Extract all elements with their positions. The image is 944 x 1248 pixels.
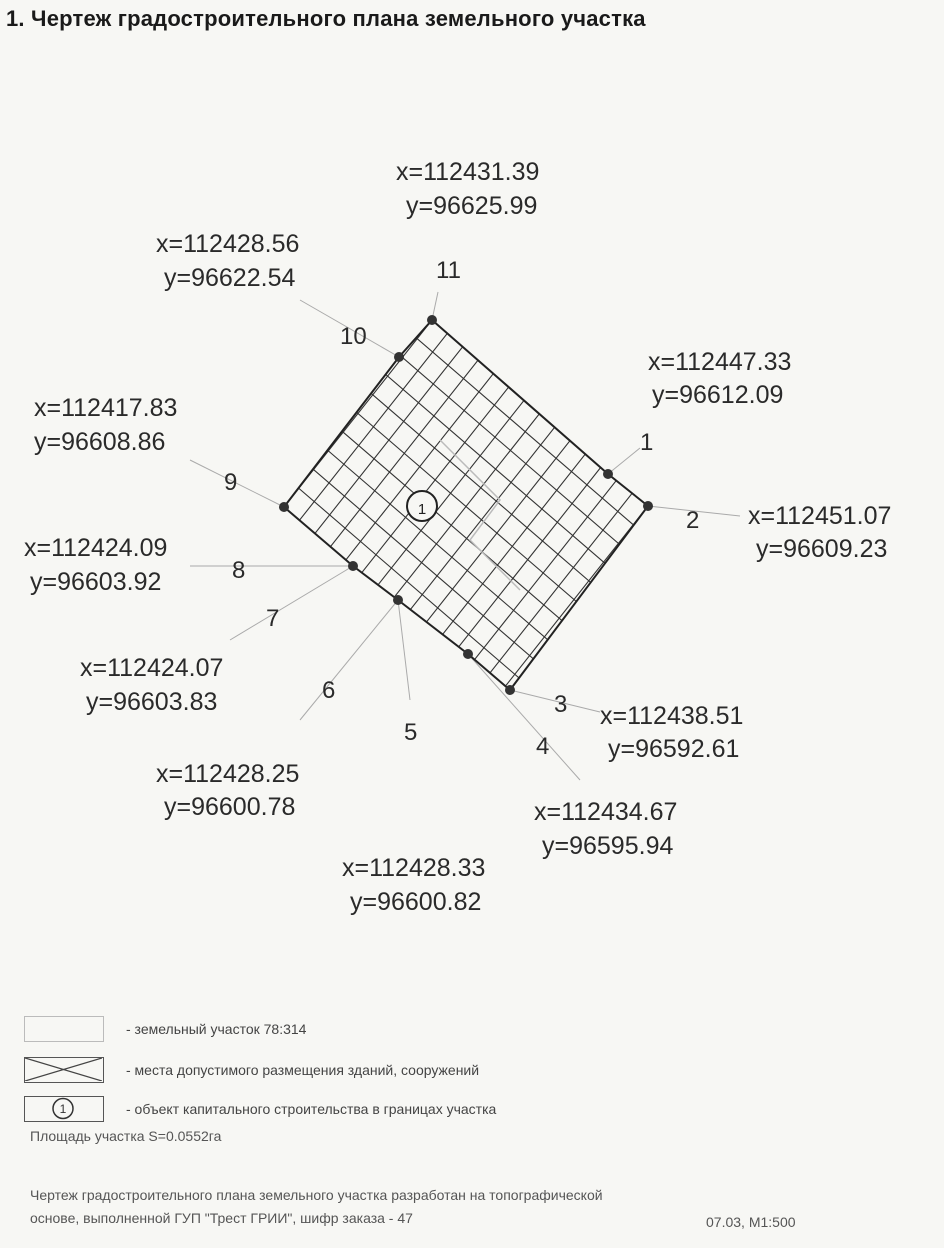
- coord-4-x: x=112434.67: [534, 798, 678, 826]
- coord-8-x: x=112424.09: [24, 534, 168, 562]
- coord-6-x: x=112428.25: [156, 760, 300, 788]
- cross-hatch-swatch-icon: [24, 1057, 104, 1083]
- point-num-8: 8: [232, 557, 246, 584]
- legend-object: [24, 1094, 496, 1124]
- coord-7-x: x=112424.07: [80, 654, 224, 682]
- point-num-1: 1: [640, 429, 654, 456]
- coord-6-y: y=96600.78: [164, 793, 296, 821]
- hatch-line: [221, 264, 751, 721]
- object-swatch-icon: [24, 1096, 104, 1122]
- hatch-line: [353, 362, 787, 911]
- coord-3-y: y=96592.61: [608, 735, 740, 763]
- point-num-4: 4: [536, 733, 550, 760]
- legend-allowed: [24, 1055, 479, 1085]
- point-10-marker: [394, 352, 404, 362]
- hatch-line: [147, 358, 677, 815]
- page-title: 1. Чертеж градостроительного плана земельного участка: [6, 6, 646, 31]
- legend-parcel: [24, 1014, 306, 1044]
- coord-8-y: y=96603.92: [30, 568, 162, 596]
- hatch-line: [266, 208, 796, 665]
- point-11-marker: [427, 315, 437, 325]
- area-text: Площадь участка S=0.0552га: [30, 1128, 222, 1144]
- hatch-line: [230, 256, 664, 805]
- hatch-line: [280, 189, 810, 646]
- coord-10-y: y=96622.54: [164, 264, 296, 292]
- legend-object-text: - объект капитального строительства в границах участка: [126, 1101, 497, 1117]
- point-4-marker: [463, 649, 473, 659]
- point-num-2: 2: [686, 507, 700, 534]
- coord-1-x: x=112447.33: [648, 348, 792, 376]
- hatch-line: [137, 176, 571, 725]
- legend-parcel-text: - земельный участок 78:314: [126, 1021, 307, 1037]
- point-num-3: 3: [554, 691, 568, 718]
- coord-2-y: y=96609.23: [756, 535, 888, 563]
- point-1-marker: [603, 469, 613, 479]
- point-2-marker: [643, 501, 653, 511]
- coord-11-x: x=112431.39: [396, 158, 540, 186]
- point-num-11: 11: [436, 257, 461, 284]
- footnote-line-1: Чертеж градостроительного плана земельного участка разработан на топографической: [30, 1187, 603, 1203]
- point-9-marker: [279, 502, 289, 512]
- hatch-line: [251, 227, 784, 684]
- point-6-marker: [348, 561, 358, 571]
- point-num-10: 10: [340, 323, 367, 350]
- coord-1-y: y=96612.09: [652, 381, 784, 409]
- legend-allowed-text: - места допустимого размещения зданий, сооружений: [126, 1062, 480, 1078]
- coord-9-y: y=96608.86: [34, 428, 166, 456]
- point-num-9: 9: [224, 469, 238, 496]
- point-5-marker: [393, 595, 403, 605]
- point-num-6: 6: [322, 677, 336, 704]
- hatch-line: [236, 246, 766, 703]
- footnote-line-2: основе, выполненной ГУП "Трест ГРИИ", шифр заказа - 47: [30, 1210, 413, 1226]
- parcel-swatch-icon: [24, 1016, 104, 1042]
- coord-2-x: x=112451.07: [748, 502, 892, 530]
- coord-10-x: x=112428.56: [156, 230, 300, 258]
- point-3-marker: [505, 685, 515, 695]
- coord-4-y: y=96595.94: [542, 832, 674, 860]
- object-marker-label: 1: [417, 501, 427, 518]
- hatch-line: [183, 216, 617, 765]
- coord-5-y: y=96600.82: [350, 888, 482, 916]
- coord-7-y: y=96603.83: [86, 688, 218, 716]
- coord-9-x: x=112417.83: [34, 394, 178, 422]
- scale-text: 07.03, М1:500: [706, 1214, 796, 1230]
- hatch-line: [192, 302, 722, 759]
- coord-5-x: x=112428.33: [342, 854, 486, 882]
- point-num-7: 7: [266, 605, 280, 632]
- svg-text:1: 1: [59, 1102, 67, 1116]
- point-num-5: 5: [404, 719, 418, 746]
- coord-3-x: x=112438.51: [600, 702, 744, 730]
- coord-11-y: y=96625.99: [406, 192, 538, 220]
